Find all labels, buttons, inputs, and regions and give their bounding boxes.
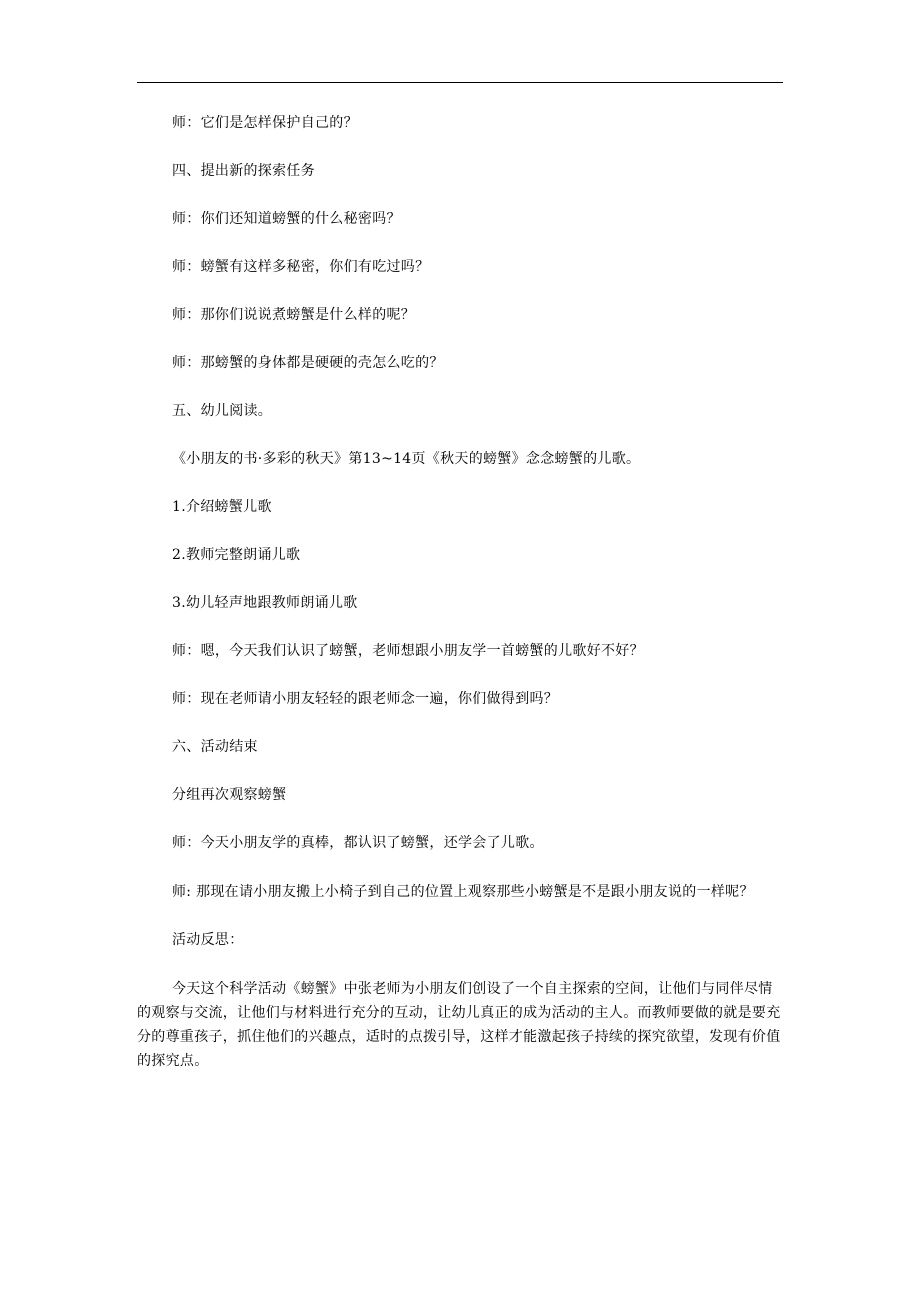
- list-item: 3.幼儿轻声地跟教师朗诵儿歌: [172, 595, 358, 611]
- paragraph: 师：你们还知道螃蟹的什么秘密吗？: [172, 211, 401, 227]
- paragraph: 师：螃蟹有这样多秘密，你们有吃过吗？: [172, 259, 430, 275]
- paragraph: 师：现在老师请小朋友轻轻的跟老师念一遍，你们做得到吗？: [172, 691, 559, 707]
- paragraph: 《小朋友的书·多彩的秋天》第13~14页《秋天的螃蟹》念念螃蟹的儿歌。: [172, 451, 641, 467]
- paragraph: 师：它们是怎样保护自己的？: [172, 115, 358, 131]
- section-heading: 五、幼儿阅读。: [172, 403, 273, 419]
- paragraph: 师：那螃蟹的身体都是硬硬的壳怎么吃的？: [172, 355, 444, 371]
- section-heading: 六、活动结束: [172, 739, 258, 755]
- document-body: [137, 112, 783, 1098]
- list-item: 2.教师完整朗诵儿歌: [172, 547, 301, 563]
- header-rule: [137, 82, 783, 83]
- paragraph: 师: 那现在请小朋友搬上小椅子到自己的位置上观察那些小螃蟹是不是跟小朋友说的一样呢？: [172, 884, 754, 900]
- section-heading: 活动反思：: [172, 932, 244, 948]
- reflection-paragraph: 今天这个科学活动《螃蟹》中张老师为小朋友们创设了一个自主探索的空间，让他们与同伴尽情的观察与交流，让他们与材料进行充分的互动，让幼儿真正的成为活动的主人。而教师要做的就是要充分的尊重孩子，抓住他们的兴趣点，适时的点拨引导，这样才能激起孩子持续的探究欲望，发现有价值的探究点。: [137, 981, 781, 1069]
- paragraph: 师：那你们说说煮螃蟹是什么样的呢？: [172, 307, 416, 323]
- paragraph: 分组再次观察螃蟹: [172, 787, 287, 803]
- paragraph: 师：今天小朋友学的真棒，都认识了螃蟹，还学会了儿歌。: [172, 835, 544, 851]
- section-heading: 四、提出新的探索任务: [172, 163, 315, 179]
- list-item: 1.介绍螃蟹儿歌: [172, 499, 272, 515]
- paragraph: 师：嗯，今天我们认识了螃蟹，老师想跟小朋友学一首螃蟹的儿歌好不好？: [172, 643, 644, 659]
